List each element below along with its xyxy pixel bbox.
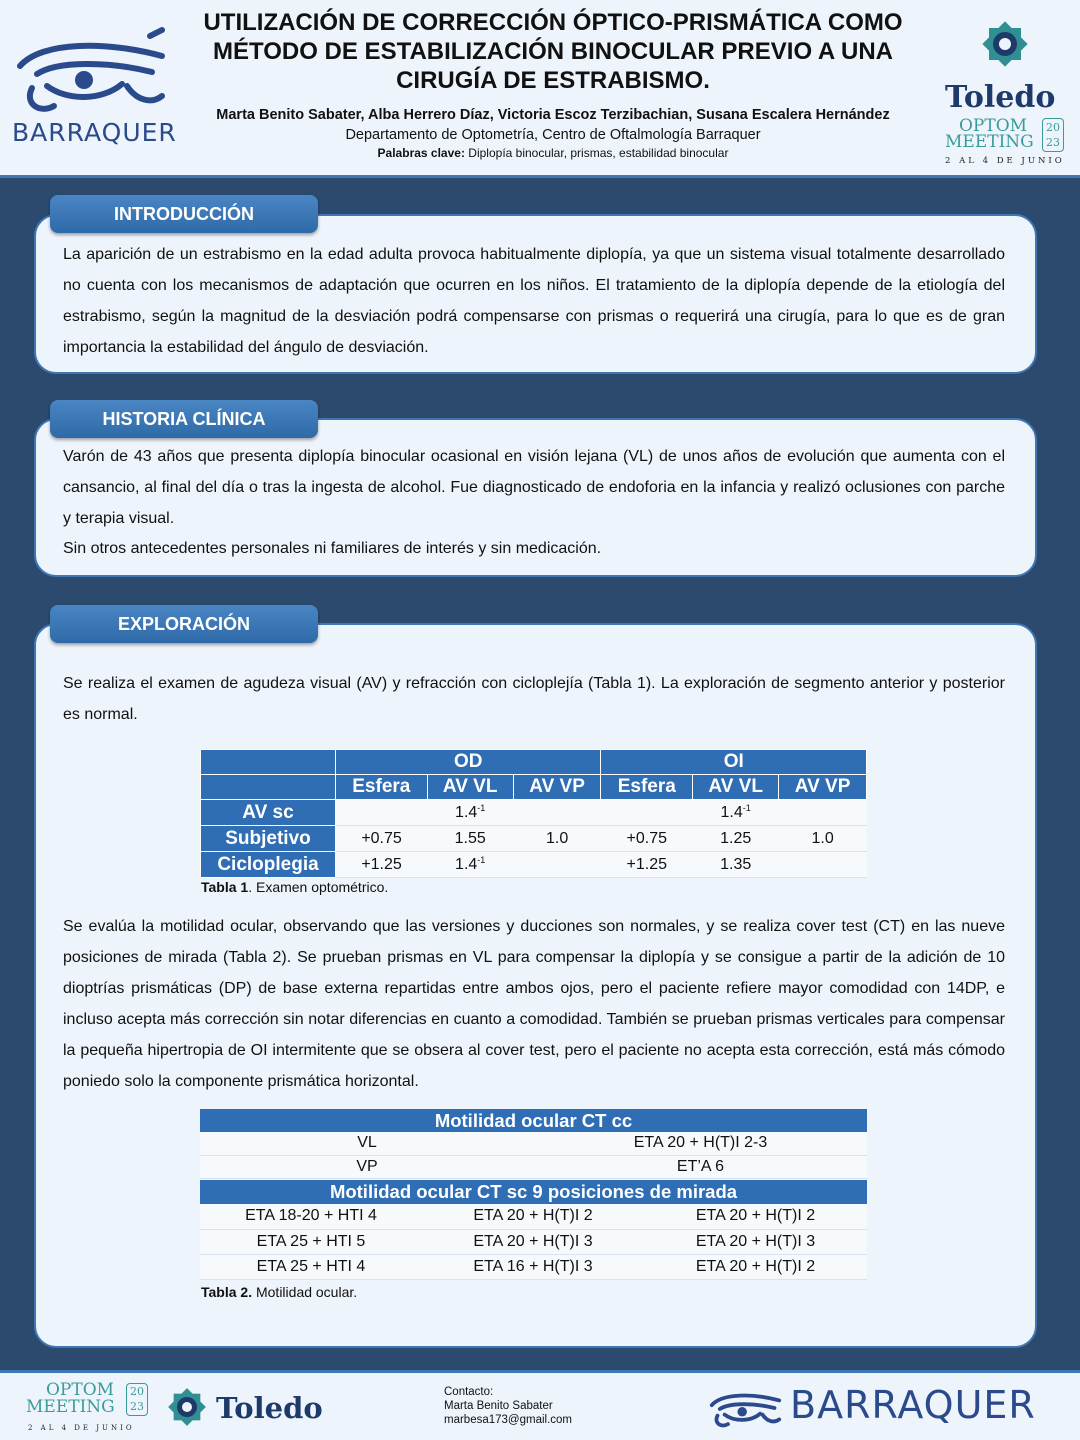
table-cell: 1.0 <box>779 826 867 852</box>
table-cell: +0.75 <box>336 826 428 852</box>
toledo-optom-logo <box>940 14 1070 169</box>
table-title: Motilidad ocular CT cc <box>200 1109 867 1132</box>
table2-caption <box>201 1284 357 1300</box>
table-cell: ETA 25 + HTI 5 <box>200 1229 422 1254</box>
cell-superscript: -1 <box>742 803 751 813</box>
year-bottom: 23 <box>130 1400 144 1413</box>
table-cell <box>693 800 779 826</box>
table-subheader-row <box>201 775 867 800</box>
table-cell: ETA 20 + H(T)I 2 <box>644 1204 867 1229</box>
contact-email: marbesa173@gmail.com <box>444 1414 573 1426</box>
table-cell: +1.25 <box>601 852 693 878</box>
cell-superscript: -1 <box>477 803 486 813</box>
table-row <box>200 1132 867 1155</box>
table-cell: VP <box>200 1155 534 1178</box>
poster-header <box>0 0 1080 178</box>
table-cell: ETA 25 + HTI 4 <box>200 1254 422 1279</box>
toledo-wordmark: Toledo <box>945 80 1056 115</box>
table-cell: ETA 20 + H(T)I 2 <box>422 1204 644 1229</box>
event-dates: 2 AL 4 DE JUNIO <box>945 156 1065 166</box>
keywords-label: Palabras clave: <box>377 146 465 160</box>
cell-value: 1.4 <box>455 856 478 873</box>
table-header-row <box>201 750 867 775</box>
eye-of-horus-icon <box>12 26 170 118</box>
year-bottom: 23 <box>1046 136 1060 149</box>
col-header: AV VL <box>427 775 513 800</box>
meeting-text: MEETING <box>945 132 1034 152</box>
year-top: 20 <box>130 1385 144 1398</box>
exploration-text-2: Se evalúa la motilidad ocular, observando que las versiones y ducciones son normales, y se realiza cover test (CT) en las nueve posiciones de mirada (Tabla 2). Se prueban prismas en VL para compensar la diplopía y se consigue a partir de la adición de 10 dioptrías prismáticas (DP) de base externa repartidas entre ambos ojos, pero el paciente refiere mayor comodidad con 14DP, e incluso acepta más corrección sin notar diferencias en cuanto a comodidad. También se prueban prismas verticales para compensar la pequeña hipertropia de OI intermitente que se obsera al cover test, pero el paciente no acepta esta corrección, está más cómodo poniedo solo la componente prismática horizontal. <box>63 918 1005 1090</box>
cell-value: 1.4 <box>455 804 478 821</box>
history-text: Varón de 43 años que presenta diplopía binocular ocasional en visión lejana (VL) de unos años de evolución que aumenta con el cansancio, al final del día o tras la ingesta de alcohol. Fue diagnosticado de endoforia en la infancia y realizó oclusiones con parche y terapia visual. <box>63 448 1005 527</box>
group-od: OD <box>336 750 601 775</box>
table-title: Motilidad ocular CT sc 9 posiciones de mirada <box>200 1180 867 1204</box>
table-row <box>200 1155 867 1178</box>
col-header: Esfera <box>336 775 428 800</box>
col-header: Esfera <box>601 775 693 800</box>
poster-footer <box>0 1370 1080 1440</box>
caption-label: Tabla 2. <box>201 1284 253 1300</box>
table-cell: 1.25 <box>693 826 779 852</box>
year-badge <box>126 1383 148 1416</box>
table-row <box>200 1204 867 1229</box>
caption-text: Motilidad ocular. <box>252 1284 358 1300</box>
barraquer-logo <box>12 26 177 147</box>
corner-cell <box>201 750 336 775</box>
table-cell: 1.35 <box>693 852 779 878</box>
eye-of-horus-icon <box>708 1385 783 1431</box>
cell-value: 1.4 <box>720 804 743 821</box>
table-cell <box>779 852 867 878</box>
col-header: AV VL <box>693 775 779 800</box>
caption-label: Tabla 1 <box>201 879 249 895</box>
table-cell: ETA 20 + H(T)I 2 <box>644 1254 867 1279</box>
table-cell: +0.75 <box>601 826 693 852</box>
history-text-2: Sin otros antecedentes personales ni familiares de interés y sin medicación. <box>63 540 602 557</box>
exploration-heading: EXPLORACIÓN <box>50 605 318 643</box>
star-pattern-icon <box>162 1382 212 1432</box>
barraquer-wordmark: BARRAQUER <box>12 118 177 147</box>
motility-cc-table <box>200 1109 867 1179</box>
table-cell: +1.25 <box>336 852 428 878</box>
barraquer-wordmark: BARRAQUER <box>790 1383 1036 1427</box>
table-cell <box>427 852 513 878</box>
table-cell: VL <box>200 1132 534 1155</box>
year-top: 20 <box>1046 121 1060 134</box>
table-row <box>200 1254 867 1279</box>
table-cell <box>779 800 867 826</box>
col-header: AV VP <box>779 775 867 800</box>
table-cell <box>513 852 601 878</box>
row-header: Cicloplegia <box>201 852 336 878</box>
table-row <box>201 826 867 852</box>
table-cell: ET’A 6 <box>534 1155 867 1178</box>
table-row <box>200 1229 867 1254</box>
intro-heading: INTRODUCCIÓN <box>50 195 318 233</box>
footer-optom-logo <box>26 1380 156 1440</box>
table-cell: ETA 20 + H(T)I 3 <box>422 1229 644 1254</box>
table-cell: 1.55 <box>427 826 513 852</box>
department: Departamento de Optometría, Centro de Oftalmología Barraquer <box>345 127 761 143</box>
table-cell <box>336 800 428 826</box>
table-row <box>201 800 867 826</box>
motility-sc-table <box>200 1180 867 1280</box>
table-header-row <box>200 1109 867 1132</box>
col-header: AV VP <box>513 775 601 800</box>
toledo-wordmark: Toledo <box>216 1391 323 1425</box>
poster-title: UTILIZACIÓN DE CORRECCIÓN ÓPTICO-PRISMÁTICA COMO MÉTODO DE ESTABILIZACIÓN BINOCULAR PREVIO A UNA CIRUGÍA DE ESTRABISMO. <box>203 9 903 94</box>
table-cell: ETA 16 + H(T)I 3 <box>422 1254 644 1279</box>
optom-text: OPTOM <box>46 1380 115 1400</box>
contact-name: Marta Benito Sabater <box>444 1400 553 1412</box>
exploration-text-1: Se realiza el examen de agudeza visual (AV) y refracción con cicloplejía (Tabla 1). La exploración de segmento anterior y posterior es normal. <box>63 675 1005 723</box>
star-pattern-icon <box>975 14 1035 74</box>
table-cell <box>513 800 601 826</box>
corner-cell <box>201 775 336 800</box>
caption-text: . Examen optométrico. <box>248 879 389 895</box>
row-header: Subjetivo <box>201 826 336 852</box>
table-cell: ETA 18-20 + HTI 4 <box>200 1204 422 1229</box>
table-row <box>201 852 867 878</box>
cell-superscript: -1 <box>477 855 486 865</box>
table-cell <box>601 800 693 826</box>
contact-label: Contacto: <box>444 1386 494 1398</box>
keywords-text: Diplopía binocular, prismas, estabilidad binocular <box>468 146 729 160</box>
keywords <box>178 146 928 160</box>
intro-text: La aparición de un estrabismo en la edad adulta provoca habitualmente diplopía, ya que un sistema visual totalmente desarrollado no cuenta con los mecanismos de adaptación que ocurren en los niños. El tratamiento de la diplopía depende de la etiología del estrabismo, según la magnitud de la desviación podrá compensarse con prismas o requerirá una cirugía, para lo que es de gran importancia la estabilidad del ángulo de desviación. <box>63 246 1005 356</box>
history-heading: HISTORIA CLÍNICA <box>50 400 318 438</box>
optometric-exam-table <box>200 749 867 878</box>
table-cell <box>427 800 513 826</box>
table-cell: ETA 20 + H(T)I 3 <box>644 1229 867 1254</box>
year-badge <box>1042 118 1064 152</box>
table-cell: 1.0 <box>513 826 601 852</box>
table-header-row <box>200 1180 867 1204</box>
row-header: AV sc <box>201 800 336 826</box>
group-oi: OI <box>601 750 867 775</box>
event-dates: 2 AL 4 DE JUNIO <box>28 1424 135 1432</box>
table-cell: ETA 20 + H(T)I 2-3 <box>534 1132 867 1155</box>
contact-info <box>444 1385 572 1427</box>
table1-caption <box>201 879 388 895</box>
meeting-text: MEETING <box>26 1397 115 1417</box>
optom-text: OPTOM <box>959 116 1028 136</box>
authors: Marta Benito Sabater, Alba Herrero Díaz, Victoria Escoz Terzibachian, Susana Escalera Hernández <box>216 107 890 123</box>
